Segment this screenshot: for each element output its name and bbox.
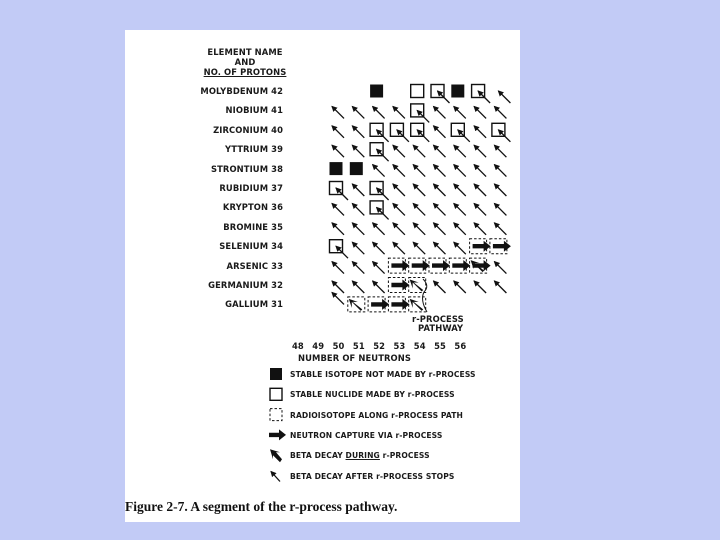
x-axis-label: NUMBER OF NEUTRONS (298, 353, 412, 363)
radioisotope-cell (348, 297, 365, 312)
proton-number: 42 (271, 86, 283, 96)
beta-after-arrow (454, 184, 466, 196)
stable-not-r-cell (451, 85, 464, 98)
beta-after-arrow (454, 203, 466, 215)
neutron-capture-arrow (473, 241, 491, 252)
neutron-capture-arrow (452, 260, 470, 271)
neutron-tick-56: 56 (454, 341, 467, 351)
neutron-tick-49: 49 (312, 341, 325, 351)
beta-after-arrow (494, 203, 506, 215)
legend-text-part: BETA DECAY (290, 451, 346, 461)
beta-after-arrow (332, 203, 344, 215)
legend-text-emphasis: DURING (345, 451, 380, 461)
beta-during-arrow (349, 299, 363, 311)
neutron-tick-50: 50 (332, 341, 345, 351)
element-name: RUBIDIUM (219, 183, 269, 193)
neutron-tick-55: 55 (434, 341, 446, 351)
beta-after-arrow (332, 145, 344, 157)
neutron-tick-52: 52 (373, 341, 386, 351)
legend-item-radio: RADIOISOTOPE ALONG r-PROCESS PATH (290, 410, 463, 420)
beta-after-arrow (373, 281, 385, 293)
legend-item-beta-after: BETA DECAY AFTER r-PROCESS STOPS (290, 471, 455, 481)
element-name: GERMANIUM (208, 280, 269, 290)
beta-after-arrow (332, 262, 344, 274)
legend-beta-after-symbol (271, 472, 280, 482)
neutron-tick-51: 51 (352, 341, 365, 351)
proton-number: 34 (271, 241, 283, 252)
beta-after-arrow (373, 242, 385, 254)
legend-item-capture: NEUTRON CAPTURE VIA r-PROCESS (290, 430, 443, 440)
element-name: NIOBIUM (225, 105, 269, 116)
beta-after-arrow (434, 106, 446, 118)
stable-r-cell (411, 85, 424, 98)
neutron-capture-arrow (391, 299, 409, 310)
beta-after-arrow (352, 184, 364, 196)
pathway-label-2: PATHWAY (418, 323, 464, 333)
legend-item-stable-r: STABLE NUCLIDE MADE BY r-PROCESS (290, 390, 455, 400)
beta-after-arrow (413, 203, 425, 215)
beta-after-arrow (393, 165, 405, 177)
proton-number: 40 (271, 124, 283, 135)
beta-after-arrow (434, 184, 446, 196)
beta-after-arrow (434, 242, 446, 254)
beta-after-arrow (474, 223, 486, 235)
header-protons: NO. OF PROTONS (203, 67, 287, 77)
beta-after-arrow (332, 126, 344, 138)
beta-after-arrow (352, 203, 364, 215)
neutron-tick-48: 48 (292, 341, 304, 351)
beta-after-arrow (434, 203, 446, 215)
beta-after-arrow (352, 145, 364, 157)
beta-after-arrow (494, 106, 506, 118)
neutron-capture-arrow (391, 260, 409, 271)
proton-number: 37 (271, 183, 283, 193)
proton-number: 41 (271, 105, 283, 116)
proton-number: 38 (271, 163, 283, 174)
pathway-label-1: r-PROCESS (412, 314, 464, 324)
beta-after-arrow (393, 145, 405, 157)
element-name: KRYPTON (222, 202, 269, 213)
beta-after-arrow (494, 184, 506, 196)
beta-after-arrow (352, 242, 364, 254)
legend-text-part: r-PROCESS (379, 451, 430, 461)
beta-after-arrow (498, 91, 510, 103)
beta-after-arrow (454, 165, 466, 177)
legend-radioisotope-symbol (270, 409, 282, 421)
element-name: ZIRCONIUM (213, 124, 269, 135)
beta-after-arrow (352, 281, 364, 293)
proton-number: 32 (271, 280, 283, 290)
beta-after-arrow (434, 165, 446, 177)
beta-after-arrow (454, 106, 466, 118)
beta-after-arrow (494, 262, 506, 274)
beta-after-arrow (474, 281, 486, 293)
beta-after-arrow (434, 145, 446, 157)
pathway-leader-line (423, 279, 427, 312)
beta-after-arrow (494, 165, 506, 177)
beta-after-arrow (474, 203, 486, 215)
element-name: GALLIUM (225, 299, 269, 310)
neutron-tick-54: 54 (413, 341, 426, 351)
beta-after-arrow (332, 106, 344, 118)
beta-after-arrow (454, 223, 466, 235)
beta-after-arrow (393, 242, 405, 254)
beta-during-arrow (410, 280, 424, 292)
element-name: SELENIUM (219, 241, 269, 252)
neutron-capture-arrow (391, 280, 409, 291)
beta-after-arrow (454, 145, 466, 157)
beta-after-arrow (332, 223, 344, 235)
beta-after-arrow (373, 223, 385, 235)
stable-not-r-cell (370, 85, 383, 98)
beta-after-arrow (413, 242, 425, 254)
proton-number: 35 (271, 221, 283, 232)
legend-capture-symbol (269, 429, 286, 440)
beta-after-arrow (454, 242, 466, 254)
beta-during-arrow (410, 299, 424, 311)
beta-after-arrow (373, 165, 385, 177)
beta-after-arrow (413, 145, 425, 157)
neutron-capture-arrow (493, 241, 511, 252)
legend-stable-r-symbol (270, 388, 282, 400)
element-name: YTTRIUM (225, 144, 269, 155)
beta-after-arrow (434, 281, 446, 293)
legend-item-stable-not-r: STABLE ISOTOPE NOT MADE BY r-PROCESS (290, 370, 476, 379)
beta-after-arrow (373, 106, 385, 118)
beta-after-arrow (352, 223, 364, 235)
legend-beta-during-symbol (270, 449, 282, 462)
beta-after-arrow (474, 165, 486, 177)
beta-after-arrow (393, 223, 405, 235)
beta-after-arrow (413, 165, 425, 177)
beta-after-arrow (393, 203, 405, 215)
beta-after-arrow (413, 184, 425, 196)
beta-after-arrow (393, 184, 405, 196)
beta-after-arrow (474, 106, 486, 118)
beta-after-arrow (413, 223, 425, 235)
beta-after-arrow (373, 262, 385, 274)
legend-item-beta-during (290, 451, 430, 460)
proton-number: 31 (271, 299, 283, 310)
stable-not-r-cell (350, 162, 363, 175)
beta-after-arrow (474, 126, 486, 138)
figure-caption: Figure 2-7. A segment of the r-process pathway. (125, 499, 398, 514)
proton-number: 39 (271, 144, 283, 155)
element-name: ARSENIC (226, 260, 269, 271)
beta-after-arrow (494, 145, 506, 157)
beta-after-arrow (494, 223, 506, 235)
neutron-tick-53: 53 (393, 341, 406, 351)
element-name: MOLYBDENUM (200, 86, 269, 96)
neutron-capture-arrow (412, 260, 430, 271)
beta-after-arrow (474, 184, 486, 196)
beta-after-arrow (393, 106, 405, 118)
beta-after-arrow (434, 223, 446, 235)
beta-after-arrow (474, 145, 486, 157)
element-name: BROMINE (223, 221, 269, 232)
beta-after-arrow (332, 292, 344, 304)
neutron-capture-arrow (371, 299, 389, 310)
beta-after-arrow (494, 281, 506, 293)
proton-number: 33 (271, 260, 283, 271)
header-element-name: ELEMENT NAME (207, 47, 283, 57)
stable-not-r-cell (330, 162, 343, 175)
header-and: AND (234, 57, 256, 67)
neutron-capture-arrow (432, 260, 450, 271)
beta-after-arrow (454, 281, 466, 293)
beta-after-arrow (352, 126, 364, 138)
legend-stable-not-r-symbol (270, 368, 282, 380)
beta-after-arrow (352, 262, 364, 274)
proton-number: 36 (271, 202, 283, 213)
beta-after-arrow (332, 281, 344, 293)
beta-after-arrow (352, 106, 364, 118)
beta-after-arrow (434, 126, 446, 138)
element-name: STRONTIUM (210, 163, 269, 174)
